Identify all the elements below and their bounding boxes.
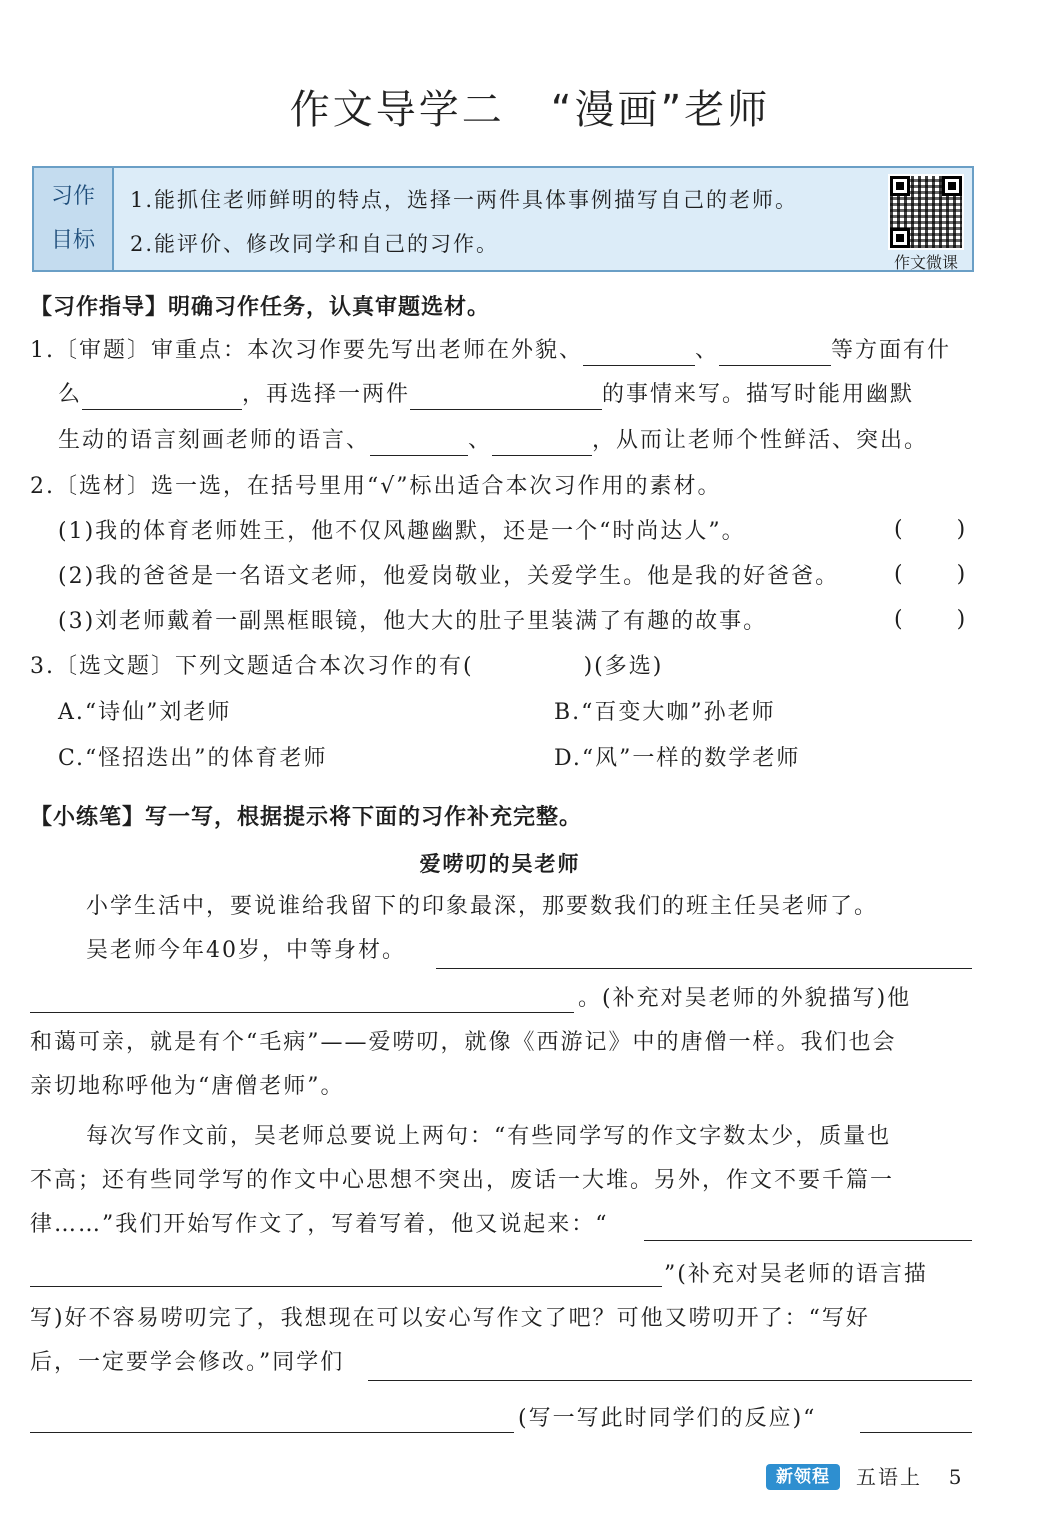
answer-line[interactable] — [436, 968, 972, 969]
goal-item-2: 2.能评价、修改同学和自己的习作。 — [130, 232, 500, 256]
page-title — [0, 78, 1060, 135]
q2-option-1: (1)我的体育老师姓王，他不仅风趣幽默，还是一个“时尚达人”。 — [58, 519, 746, 544]
essay-p3-line5: 写)好不容易唠叨完了，我想现在可以安心写作文了吧？可他又唠叨开了：“写好 — [30, 1306, 870, 1331]
essay-p3-hint: ”(补充对吴老师的语言描 — [664, 1262, 928, 1287]
title-part1: 作文导学二 — [289, 87, 505, 133]
answer-line[interactable] — [30, 1432, 514, 1433]
blank[interactable] — [583, 341, 695, 366]
answer-line[interactable] — [368, 1380, 972, 1381]
q3-stem: 3.〔选文题〕下列文题适合本次习作的有( )(多选) — [30, 654, 664, 679]
qr-code-icon[interactable] — [888, 174, 964, 250]
q1-line3: 生动的语言刻画老师的语言、 、 ，从而让老师个性鲜活、突出。 — [58, 426, 928, 456]
blank[interactable] — [410, 385, 602, 410]
answer-line[interactable] — [30, 1286, 662, 1287]
practice-heading: 【小练笔】写一写，根据提示将下面的习作补充完整。 — [30, 805, 583, 830]
q3-option-d: D.“风”一样的数学老师 — [554, 746, 801, 771]
essay-p3-line1: 每次写作文前，吴老师总要说上两句：“有些同学写的作文字数太少，质量也 — [86, 1124, 892, 1149]
q1-line2: 么 ，再选择一两件 的事情来写。描写时能用幽默 — [58, 380, 914, 410]
answer-line[interactable] — [644, 1240, 972, 1241]
answer-paren-3[interactable]: ( ) — [894, 607, 966, 632]
essay-p2-line3: 和蔼可亲，就是有个“毛病”——爱唠叨，就像《西游记》中的唐僧一样。我们也会 — [30, 1030, 897, 1055]
goals-label — [34, 168, 114, 270]
goal-item-1: 1.能抓住老师鲜明的特点，选择一两件具体事例描写自己的老师。 — [130, 188, 799, 212]
essay-p3-line2: 不高；还有些同学写的作文中心思想不突出，废话一大堆。另外，作文不要千篇一 — [30, 1168, 895, 1193]
answer-paren-2[interactable]: ( ) — [894, 562, 966, 587]
guide-heading: 【习作指导】明确习作任务，认真审题选材。 — [30, 295, 491, 320]
essay-p3-line6: 后，一定要学会修改。”同学们 — [30, 1350, 345, 1375]
essay-p2-line4: 亲切地称呼他为“唐僧老师”。 — [30, 1074, 345, 1099]
answer-line[interactable] — [30, 1012, 574, 1013]
q3-option-b: B.“百变大咖”孙老师 — [554, 700, 776, 725]
q2-stem: 2.〔选材〕选一选，在括号里用“√”标出适合本次习作用的素材。 — [30, 474, 722, 499]
goals-label-line1: 习作 — [50, 184, 95, 209]
essay-p3-line3: 律……”我们开始写作文了，写着写着，他又说起来：“ — [30, 1212, 609, 1237]
page-footer — [856, 1461, 963, 1490]
blank[interactable] — [370, 431, 468, 456]
q3-option-c: C.“怪招迭出”的体育老师 — [58, 746, 328, 771]
q3-option-a: A.“诗仙”刘老师 — [58, 700, 232, 725]
brand-badge: 新领程 — [766, 1464, 840, 1490]
q2-option-3: (3)刘老师戴着一副黑框眼镜，他大大的肚子里装满了有趣的故事。 — [58, 609, 768, 634]
essay-p3-hint2: (写一写此时同学们的反应)“ — [518, 1406, 817, 1431]
q2-option-2: (2)我的爸爸是一名语文老师，他爱岗敬业，关爱学生。他是我的好爸爸。 — [58, 564, 840, 589]
essay-p2-hint: 。(补充对吴老师的外貌描写)他 — [578, 986, 912, 1011]
goals-box — [32, 166, 974, 272]
answer-line[interactable] — [860, 1432, 972, 1433]
footer-grade: 五语上 — [856, 1465, 922, 1489]
goals-label-line2: 目标 — [50, 228, 95, 253]
answer-paren-1[interactable]: ( ) — [894, 517, 966, 542]
qr-caption: 作文微课 — [893, 253, 958, 272]
blank[interactable] — [82, 385, 242, 410]
page-number: 5 — [948, 1465, 964, 1489]
essay-title: 爱唠叨的吴老师 — [419, 852, 581, 876]
essay-p2-start: 吴老师今年40岁，中等身材。 — [86, 938, 406, 963]
q1-line1: 1.〔审题〕审重点：本次习作要先写出老师在外貌、 、 等方面有什 — [30, 336, 951, 366]
blank[interactable] — [492, 431, 592, 456]
blank[interactable] — [719, 341, 831, 366]
title-part2: “漫画”老师 — [550, 87, 771, 133]
essay-p1: 小学生活中，要说谁给我留下的印象最深，那要数我们的班主任吴老师了。 — [86, 894, 879, 919]
